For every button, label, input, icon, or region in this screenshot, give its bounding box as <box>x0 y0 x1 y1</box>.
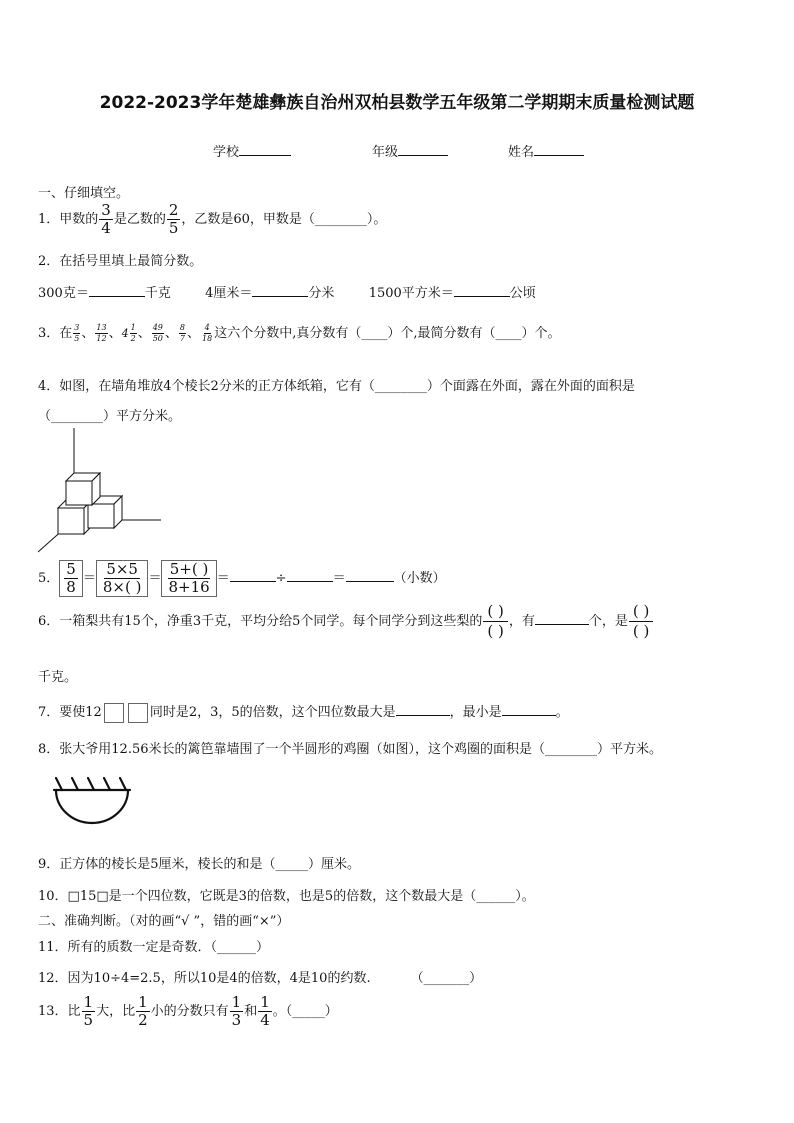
numerator: 5×5 <box>106 560 138 578</box>
question-11: 11．所有的质数一定是奇数．（______） <box>38 940 270 955</box>
numerator: 1 <box>231 993 242 1011</box>
question-4-line2: （________）平方分米。 <box>38 409 182 424</box>
question-5: 5． $\frac{5}{8}$ ＝ $\frac{5\times 5}{8\times( )}$ ＝ $\frac{5+( )}{8+16}$ ＝ ÷ ＝ （小数） <box>38 560 446 596</box>
school-field[interactable] <box>213 141 291 160</box>
answer-fraction[interactable] <box>629 604 653 639</box>
denominator: 18 <box>202 334 213 343</box>
question-2: 2．在括号里填上最简分数。 <box>38 254 203 269</box>
denominator: 12 <box>96 334 107 343</box>
question-4: 4．如图，在墙角堆放4个棱长2分米的正方体纸箱，它有（________）个面露在外面，露在外面的面积是 <box>38 379 635 394</box>
name-blank[interactable] <box>534 155 584 156</box>
answer-blank[interactable] <box>454 296 510 297</box>
answer-blank[interactable] <box>396 715 450 716</box>
numerator: 3 <box>74 323 80 332</box>
fraction-box <box>161 560 216 597</box>
numerator: 1 <box>130 323 136 332</box>
question-8: 8．张大爷用12.56米长的篱笆靠墙围了一个半圆形的鸡圈（如图），这个鸡圈的面积是（________）平方米。 <box>38 742 662 757</box>
denominator: 4 <box>260 1011 270 1029</box>
fraction-box <box>96 560 149 597</box>
numerator: 5 <box>66 560 76 578</box>
grade-blank[interactable] <box>398 155 448 156</box>
school-blank[interactable] <box>239 155 291 156</box>
numerator: 3 <box>101 201 111 219</box>
digit-box[interactable] <box>128 703 148 723</box>
numerator: ( ) <box>629 604 653 622</box>
answer-blank[interactable] <box>502 715 556 716</box>
question-6-unit: 千克。 <box>38 670 78 685</box>
answer-blank[interactable] <box>535 624 589 625</box>
question-12: 12．因为10÷4=2.5，所以10是4的倍数，4是10的约数. （_______） <box>38 971 483 986</box>
denominator: 8+16 <box>168 578 210 596</box>
name-label: 姓名 <box>508 145 535 160</box>
question-10: 10．□15□是一个四位数，它既是3的倍数，也是5的倍数，这个数最大是（______）。 <box>38 889 535 904</box>
numerator: 8 <box>179 323 185 332</box>
numerator: 1 <box>138 993 148 1011</box>
question-6: 6．一箱梨共有15个，净重3千克，平均分给5个同学。每个同学分到这些梨的 $\frac{( )}{( )}$ ，有 个，是 $\frac{( )}{( )}$ <box>38 604 654 639</box>
question-2-items: 300克＝ 千克 4厘米＝ 分米 1500平方米＝ 公顷 <box>38 286 536 301</box>
answer-blank[interactable] <box>346 581 394 582</box>
answer-fraction[interactable] <box>483 604 507 639</box>
fraction <box>99 203 113 236</box>
answer-blank[interactable] <box>287 581 333 582</box>
question-9: 9．正方体的棱长是5厘米，棱长的和是（_____）厘米。 <box>38 857 361 872</box>
fraction-box <box>59 560 83 597</box>
denominator: 50 <box>152 334 163 343</box>
fraction <box>167 203 181 236</box>
answer-blank[interactable] <box>252 296 308 297</box>
numerator: 49 <box>152 323 163 332</box>
question-3: 3．在 $\frac{3}{5}$ 、 $\frac{13}{12}$ 、4 $\frac{1}{2}$ 、 $\frac{49}{50}$ 、 $\frac{8}{7}$ 、 $\frac{4}{18}$ 这六个分数中,真分数有（____）个,最简分数有（____）个。 <box>38 323 561 343</box>
section-1-heading: 一、仔细填空。 <box>38 186 130 201</box>
denominator: 5 <box>74 334 80 343</box>
question-7: 7．要使12 同时是2，3，5的倍数，这个四位数最大是 ，最小是 。 <box>38 701 569 723</box>
denominator: 4 <box>101 219 111 237</box>
school-label: 学校 <box>213 145 240 160</box>
numerator: 2 <box>168 201 179 219</box>
denominator: 8 <box>66 578 76 596</box>
denominator: 8×( ) <box>102 578 142 596</box>
question-1: 1．甲数的 $\frac{3}{4}$ 是乙数的 $\frac{2}{5}$ ，乙数是60，甲数是（________）。 <box>38 201 387 237</box>
numerator: 1 <box>83 993 94 1011</box>
name-field[interactable] <box>508 141 584 160</box>
section-2-heading: 二、准确判断。（对的画“√ ”，错的画“×”） <box>38 914 290 929</box>
denominator: 2 <box>130 334 136 343</box>
answer-blank[interactable] <box>89 296 145 297</box>
cube-stack-figure <box>36 428 166 554</box>
page-title: 2022-2023学年楚雄彝族自治州双柏县数学五年级第二学期期末质量检测试题 <box>99 93 695 113</box>
question-13: 13．比 $\frac{1}{5}$ 大，比 $\frac{1}{2}$ 小的分数只有 $\frac{1}{3}$ 和 $\frac{1}{4}$ 。（_____） <box>38 993 338 1029</box>
denominator: ( ) <box>632 622 650 640</box>
grade-label: 年级 <box>372 145 399 160</box>
denominator: 2 <box>138 1011 148 1029</box>
denominator: ( ) <box>487 622 504 640</box>
numerator: 5+( ) <box>169 560 209 578</box>
semicircle-pen-figure <box>48 774 136 830</box>
numerator: 1 <box>260 993 270 1011</box>
numerator: 13 <box>96 323 107 332</box>
answer-blank[interactable] <box>230 581 276 582</box>
denominator: 5 <box>83 1011 94 1029</box>
denominator: 5 <box>168 219 179 237</box>
denominator: 7 <box>179 334 185 343</box>
digit-box[interactable] <box>104 703 124 723</box>
numerator: 4 <box>204 323 210 332</box>
denominator: 3 <box>231 1011 242 1029</box>
grade-field[interactable] <box>372 141 448 160</box>
numerator: ( ) <box>483 604 507 622</box>
